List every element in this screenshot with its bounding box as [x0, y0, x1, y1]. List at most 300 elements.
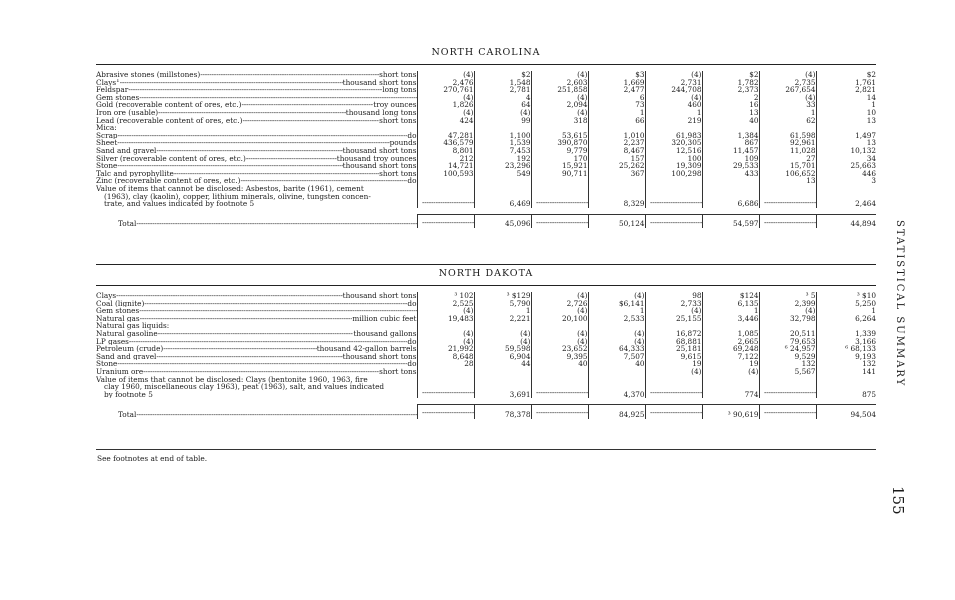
footnote-text: See footnotes at end of table.: [97, 454, 208, 463]
value-cell: 100,298: [645, 170, 702, 178]
table-row: [96, 117, 876, 125]
table-row: [96, 368, 876, 376]
value-cell: 66: [588, 117, 645, 125]
section-title: NORTH CAROLINA: [431, 47, 541, 58]
value-cell: 1,497: [816, 132, 876, 140]
row-label: [96, 124, 417, 132]
value-cell: 1,548: [474, 79, 531, 87]
value-cell: [588, 368, 645, 376]
value-cell: 2,665: [702, 338, 759, 346]
dash-leader: [536, 409, 588, 417]
value-cell: 9,779: [531, 147, 588, 155]
value-cell: 99: [474, 117, 531, 125]
value-cell: (4): [759, 71, 816, 79]
value-cell: 14,721: [417, 162, 474, 170]
unit-label: short tons: [379, 71, 417, 79]
unit-label: do: [407, 337, 417, 346]
value-cell: 28: [417, 360, 474, 368]
note-label: [96, 185, 417, 208]
table-row: [96, 71, 876, 79]
value-cell: [759, 214, 816, 228]
value-cell: 61,598: [759, 132, 816, 140]
value-cell: 92,961: [759, 139, 816, 147]
row-label: [96, 300, 417, 308]
value-cell: [816, 322, 876, 330]
row-label: [96, 330, 417, 338]
value-cell: 212: [417, 155, 474, 163]
value-cell: 2,821: [816, 86, 876, 94]
value-cell: 90,711: [531, 170, 588, 178]
dot-leader: [240, 177, 407, 185]
value-cell: 2,726: [531, 300, 588, 308]
dot-leader: [156, 147, 342, 155]
value-cell: 8,801: [417, 147, 474, 155]
unit-label: thousand long tons: [345, 108, 417, 117]
row-label: [96, 345, 417, 353]
dash-leader: [536, 219, 588, 227]
value-cell: [531, 322, 588, 330]
dot-leader: [116, 292, 343, 300]
label-wrap: [96, 353, 417, 361]
value-cell: (4): [417, 71, 474, 79]
value-cell: 7,507: [588, 353, 645, 361]
value-cell: [645, 405, 702, 419]
value-cell: 68,881: [645, 338, 702, 346]
row-label: [96, 117, 417, 125]
document-page: [96, 0, 876, 600]
value-cell: (4): [588, 292, 645, 300]
value-cell: [417, 405, 474, 419]
value-cell: 2: [702, 94, 759, 102]
value-cell: 53,615: [531, 132, 588, 140]
row-label: [96, 177, 417, 185]
value-cell: 64: [474, 101, 531, 109]
value-cell: 1: [816, 307, 876, 315]
table-row: [96, 292, 876, 300]
value-cell: 1: [702, 307, 759, 315]
item-name: Lead (recoverable content of ores, etc.): [96, 116, 243, 125]
value-cell: (4): [531, 71, 588, 79]
value-cell: 6,686: [702, 185, 759, 208]
value-cell: 2,781: [474, 86, 531, 94]
row-label: [96, 132, 417, 140]
value-cell: ³ 102: [417, 292, 474, 300]
item-name: Sand and gravel: [96, 146, 157, 155]
table-row: [96, 155, 876, 163]
value-cell: 11,028: [759, 147, 816, 155]
dot-leader: [174, 170, 379, 178]
dot-leader: [156, 353, 342, 361]
value-cell: 8,467: [588, 147, 645, 155]
value-cell: 318: [531, 117, 588, 125]
value-cell: 157: [588, 155, 645, 163]
value-cell: $2: [702, 71, 759, 79]
value-cell: 40: [702, 117, 759, 125]
note-line: Value of items that cannot be disclosed: Clays (bentonite 1960, 1963, fire: [96, 375, 368, 384]
dash-leader: [764, 389, 816, 397]
value-cell: 10: [816, 109, 876, 117]
unit-label: thousand troy ounces: [336, 154, 417, 163]
value-cell: (4): [417, 109, 474, 117]
label-wrap: [96, 307, 417, 315]
value-cell: 16,872: [645, 330, 702, 338]
value-cell: 50,124: [588, 214, 645, 228]
value-cell: 40: [588, 360, 645, 368]
dash-leader: [764, 409, 816, 417]
value-cell: (4): [531, 292, 588, 300]
row-label: [96, 101, 417, 109]
value-cell: (4): [588, 330, 645, 338]
item-name: Stone: [96, 162, 118, 170]
value-cell: 460: [645, 101, 702, 109]
rule: [96, 264, 876, 265]
item-name: Natural gasoline: [96, 329, 158, 338]
value-cell: 7,122: [702, 353, 759, 361]
value-cell: 19: [645, 360, 702, 368]
value-cell: 9,615: [645, 353, 702, 361]
dash-leader: [650, 199, 702, 207]
item-name: Coal (lignite): [96, 299, 145, 308]
label-wrap: [96, 170, 417, 178]
value-cell: [417, 376, 474, 399]
value-cell: 6,264: [816, 315, 876, 323]
value-cell: 132: [759, 360, 816, 368]
value-cell: [702, 177, 759, 185]
value-cell: 6,904: [474, 353, 531, 361]
label-wrap: [96, 86, 417, 94]
value-cell: 141: [816, 368, 876, 376]
value-cell: 13: [816, 139, 876, 147]
value-cell: 62: [759, 117, 816, 125]
value-cell: [474, 124, 531, 132]
value-cell: [531, 405, 588, 419]
dash-leader: [422, 199, 474, 207]
row-label: [96, 139, 417, 147]
item-name: Zinc (recoverable content of ores, etc.): [96, 177, 241, 185]
dash-leader: [536, 199, 588, 207]
value-cell: ³ $129: [474, 292, 531, 300]
row-label: [96, 322, 417, 330]
value-cell: 64,333: [588, 345, 645, 353]
table-row: [96, 79, 876, 87]
value-cell: 13: [759, 177, 816, 185]
value-cell: 2,731: [645, 79, 702, 87]
value-cell: 61,983: [645, 132, 702, 140]
value-cell: 12,516: [645, 147, 702, 155]
value-cell: 1: [588, 307, 645, 315]
value-cell: 390,870: [531, 139, 588, 147]
value-cell: 100: [645, 155, 702, 163]
unit-label: thousand short tons: [342, 352, 417, 361]
label-wrap: [96, 71, 417, 79]
value-cell: 59,598: [474, 345, 531, 353]
dash-leader: [422, 409, 474, 417]
value-cell: 1: [645, 109, 702, 117]
value-cell: [645, 185, 702, 208]
dot-leader: [139, 307, 416, 315]
value-cell: 40: [531, 360, 588, 368]
label-wrap: [118, 220, 417, 228]
label-wrap: [96, 79, 417, 87]
running-title: STATISTICAL SUMMARY: [894, 220, 905, 388]
value-cell: 19,309: [645, 162, 702, 170]
value-cell: 549: [474, 170, 531, 178]
item-name: LP gases: [96, 337, 129, 346]
value-cell: 2,399: [759, 300, 816, 308]
item-name: Feldspar: [96, 86, 129, 94]
unit-label: troy ounces: [373, 101, 417, 109]
value-cell: [417, 185, 474, 208]
item-name: Gem stones: [96, 93, 140, 102]
item-name: Uranium ore: [96, 367, 144, 376]
dot-leader: [158, 109, 346, 117]
label-wrap: [96, 117, 417, 125]
value-cell: 9,529: [759, 353, 816, 361]
value-cell: 251,858: [531, 86, 588, 94]
note-row: [96, 376, 876, 399]
value-cell: 1: [588, 109, 645, 117]
label-wrap: [96, 132, 417, 140]
value-cell: 867: [702, 139, 759, 147]
total-text: Total: [118, 220, 137, 228]
dash-leader: [650, 219, 702, 227]
note-line: clay 1960, miscellaneous clay 1963), peat (1963), salt, and values indicated: [104, 382, 385, 392]
item-name: Silver (recoverable content of ores, etc.): [96, 154, 246, 163]
row-label: [96, 86, 417, 94]
value-cell: 21,992: [417, 345, 474, 353]
value-cell: 170: [531, 155, 588, 163]
value-cell: [417, 368, 474, 376]
dot-leader: [117, 162, 342, 170]
dot-leader: [120, 79, 343, 87]
value-cell: (4): [417, 330, 474, 338]
table-row: [96, 177, 876, 185]
value-cell: [588, 177, 645, 185]
value-cell: ³ $10: [816, 292, 876, 300]
table-row: [96, 322, 876, 330]
value-cell: $6,141: [588, 300, 645, 308]
value-cell: 1,384: [702, 132, 759, 140]
value-cell: [417, 177, 474, 185]
value-cell: 6: [588, 94, 645, 102]
value-cell: 1,669: [588, 79, 645, 87]
label-wrap: [96, 300, 417, 308]
value-cell: (4): [417, 338, 474, 346]
value-cell: 16: [702, 101, 759, 109]
table-row: [96, 86, 876, 94]
dash-leader: [422, 389, 474, 397]
row-label: [96, 147, 417, 155]
value-cell: 267,654: [759, 86, 816, 94]
value-cell: 109: [702, 155, 759, 163]
label-wrap: [96, 177, 417, 185]
unit-label: long tons: [382, 86, 417, 94]
total-label: [96, 405, 417, 419]
value-cell: 94,504: [816, 405, 876, 419]
value-cell: [474, 368, 531, 376]
dash-leader: [422, 219, 474, 227]
item-name: Natural gas liquids:: [96, 322, 170, 330]
value-cell: 106,652: [759, 170, 816, 178]
value-cell: 3,691: [474, 376, 531, 399]
value-cell: 20,511: [759, 330, 816, 338]
unit-label: do: [407, 177, 417, 185]
value-cell: 2,373: [702, 86, 759, 94]
item-name: Natural gas: [96, 314, 140, 323]
dot-leader: [117, 360, 407, 368]
table-row: [96, 109, 876, 117]
value-cell: 6,135: [702, 300, 759, 308]
value-cell: 320,305: [645, 139, 702, 147]
value-cell: 270,761: [417, 86, 474, 94]
row-label: [96, 170, 417, 178]
value-cell: ⁶ 68,133: [816, 345, 876, 353]
value-cell: 4,370: [588, 376, 645, 399]
value-cell: (4): [645, 307, 702, 315]
value-cell: 1,539: [474, 139, 531, 147]
value-cell: 424: [417, 117, 474, 125]
label-wrap: [96, 155, 417, 163]
dot-leader: [139, 94, 416, 102]
value-cell: (4): [645, 368, 702, 376]
value-cell: 8,648: [417, 353, 474, 361]
value-cell: (4): [417, 307, 474, 315]
value-cell: 192: [474, 155, 531, 163]
note-row: [96, 185, 876, 208]
value-cell: [645, 322, 702, 330]
value-cell: 433: [702, 170, 759, 178]
value-cell: 13: [816, 117, 876, 125]
unit-label: thousand short tons: [342, 292, 417, 300]
table-row: [96, 170, 876, 178]
label-wrap: [96, 315, 417, 323]
value-cell: ⁶ 24,957: [759, 345, 816, 353]
row-label: [96, 315, 417, 323]
dot-leader: [128, 86, 382, 94]
row-label: [96, 307, 417, 315]
table-row: [96, 300, 876, 308]
table-row: [96, 101, 876, 109]
dot-leader: [136, 411, 416, 419]
label-wrap: [96, 330, 417, 338]
unit-label: short tons: [379, 367, 417, 376]
section-title: NORTH DAKOTA: [438, 268, 534, 279]
value-cell: [759, 124, 816, 132]
table-row: [96, 132, 876, 140]
value-cell: (4): [417, 94, 474, 102]
label-wrap: [96, 292, 417, 300]
total-row: [96, 214, 876, 228]
value-cell: [588, 322, 645, 330]
value-cell: (4): [531, 338, 588, 346]
value-cell: 2,464: [816, 185, 876, 208]
value-cell: 33: [759, 101, 816, 109]
rule: [96, 449, 876, 450]
value-cell: 32,798: [759, 315, 816, 323]
dot-leader: [140, 315, 353, 323]
unit-label: thousand short tons: [342, 162, 417, 170]
unit-label: short tons: [379, 116, 417, 125]
item-name: Sand and gravel: [96, 352, 157, 361]
value-cell: 436,579: [417, 139, 474, 147]
dot-leader: [200, 71, 379, 79]
value-cell: 8,329: [588, 185, 645, 208]
dot-leader: [117, 139, 389, 147]
value-cell: (4): [759, 307, 816, 315]
label-wrap: [96, 162, 417, 170]
row-label: [96, 292, 417, 300]
value-cell: ³ 5: [759, 292, 816, 300]
value-cell: [645, 214, 702, 228]
value-cell: 73: [588, 101, 645, 109]
value-cell: 244,708: [645, 86, 702, 94]
value-cell: [702, 124, 759, 132]
value-cell: $124: [702, 292, 759, 300]
table-row: [96, 330, 876, 338]
value-cell: 3: [816, 177, 876, 185]
table-row: [96, 360, 876, 368]
table-row: [96, 162, 876, 170]
value-cell: 25,155: [645, 315, 702, 323]
label-wrap: [96, 109, 417, 117]
value-cell: (4): [531, 109, 588, 117]
table-row: [96, 94, 876, 102]
label-wrap: [96, 338, 417, 346]
value-cell: 69,248: [702, 345, 759, 353]
value-cell: 5,790: [474, 300, 531, 308]
dash-leader: [536, 389, 588, 397]
dash-leader: [764, 199, 816, 207]
unit-label: do: [407, 299, 417, 308]
value-cell: 2,603: [531, 79, 588, 87]
value-cell: 54,597: [702, 214, 759, 228]
dot-leader: [136, 220, 416, 228]
note-line: trate, and values indicated by footnote 5: [104, 199, 255, 208]
value-cell: (4): [474, 109, 531, 117]
value-cell: 47,281: [417, 132, 474, 140]
row-label: [96, 368, 417, 376]
label-wrap: [96, 139, 417, 147]
row-label: [96, 71, 417, 79]
value-cell: [531, 185, 588, 208]
row-label: [96, 109, 417, 117]
value-cell: 5,250: [816, 300, 876, 308]
rule: [96, 285, 876, 286]
total-label: [96, 214, 417, 228]
value-cell: [816, 124, 876, 132]
item-name: Clays: [96, 292, 117, 300]
dash-leader: [764, 219, 816, 227]
value-cell: 25,181: [645, 345, 702, 353]
item-name: Stone: [96, 360, 118, 368]
value-cell: $3: [588, 71, 645, 79]
value-cell: 1,761: [816, 79, 876, 87]
total-row: [96, 405, 876, 419]
value-cell: 10,132: [816, 147, 876, 155]
value-cell: 9,395: [531, 353, 588, 361]
value-cell: [588, 124, 645, 132]
value-cell: (4): [588, 338, 645, 346]
table-row: [96, 338, 876, 346]
value-cell: 5,567: [759, 368, 816, 376]
value-cell: 875: [816, 376, 876, 399]
value-cell: 1: [759, 109, 816, 117]
value-cell: [531, 214, 588, 228]
label-wrap: [118, 411, 417, 419]
value-cell: 1,100: [474, 132, 531, 140]
unit-label: thousand short tons: [342, 78, 417, 87]
item-name: Gem stones: [96, 307, 140, 315]
